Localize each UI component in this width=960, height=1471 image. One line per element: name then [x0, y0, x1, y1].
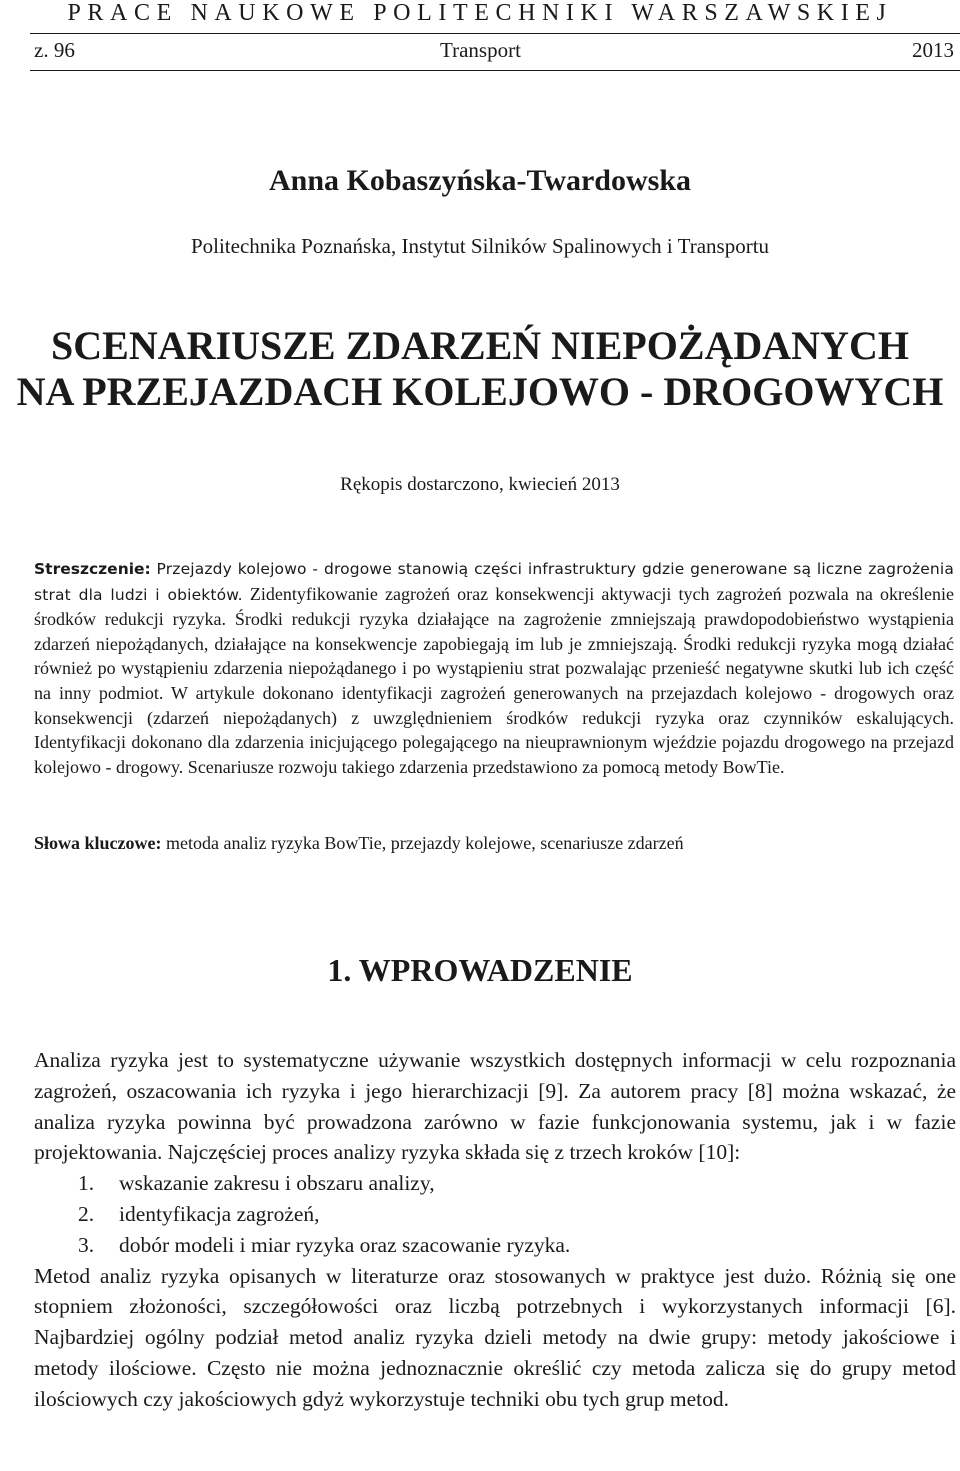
author-name: Anna Kobaszyńska-Twardowska: [268, 164, 692, 197]
paper-title-line-2: NA PRZEJAZDACH KOLEJOWO - DROGOWYCH: [16, 369, 944, 414]
series-name: Transport: [440, 38, 521, 62]
paragraph-1: Analiza ryzyka jest to systematyczne używanie wszystkich dostępnych informacji w celu rozpoznania zagrożeń, oszacowania ich ryzyka i jego hierarchizacji [9]. Za autorem pracy [8] można wskazać, że analiza ryzyka powinna być prowadzona zarówno w fazie funkcjonowania systemu, jak i w fazie projektowania. Najczęściej proces analizy ryzyka składa się z trzech kroków [10]:: [34, 1048, 956, 1165]
list-item: 1. wskazanie zakresu i obszaru analizy,: [78, 1171, 435, 1196]
abstract-text-lead: Przejazdy kolejowo - drogowe stanowią części infrastruktury gdzie generowane są liczne zagrożenia strat dla ludzi i obiektów.: [34, 560, 954, 604]
paragraph-2: Metod analiz ryzyka opisanych w literaturze oraz stosowanych w praktyce jest dużo. Różnią się one stopniem złożoności, szczegółowości oraz liczbą potrzebnych i wykorzystanych informacji [6]. Najbardziej ogólny podział metod analiz ryzyka dzieli metody na dwie grupy: metody jakościowe i metody ilościowe. Często nie można jednoznacznie określić czy metoda zalicza się do grupy metod ilościowych czy jakościowych gdyż wykorzystuje techniki obu tych grup metod.: [34, 1263, 956, 1411]
abstract-label: Streszczenie:: [34, 560, 151, 578]
affiliation: Politechnika Poznańska, Instytut Silników Spalinowych i Transportu: [190, 234, 770, 258]
header-meta: [34, 38, 960, 66]
section-heading: 1. WPROWADZENIE: [327, 952, 633, 988]
issue-number: z. 96: [34, 38, 75, 62]
keywords: [34, 831, 954, 855]
journal-name: PRACE NAUKOWE POLITECHNIKI WARSZAWSKIEJ: [67, 0, 893, 26]
received-date: Rękopis dostarczono, kwiecień 2013: [340, 474, 620, 495]
year: 2013: [912, 38, 954, 62]
header-rule-top: [30, 33, 960, 34]
keywords-text: metoda analiz ryzyka BowTie, przejazdy kolejowe, scenariusze zdarzeń: [161, 833, 684, 853]
section-body: [34, 1045, 956, 1415]
steps-list: [34, 1168, 956, 1260]
header-rule-bottom: [30, 70, 960, 71]
list-item: 2. identyfikacja zagrożeń,: [78, 1201, 320, 1226]
list-item: 3. dobór modeli i miar ryzyka oraz szacowanie ryzyka.: [78, 1232, 571, 1257]
abstract-text: Zidentyfikowanie zagrożeń oraz konsekwencji aktywacji tych zagrożeń pozwala na określenie środków redukcji ryzyka. Środki redukcji ryzyka działające na zagrożenie zmniejszają prawdopodobieństwo wystąpienia zdarzeń niepożądanych, działające na konsekwencje zapobiegają im lub je zmniejszają. Środki redukcji ryzyka mogą działać również po wystąpieniu zdarzenia niepożądanego i po wystąpieniu strat pozwalając przenieść negatywne skutki lub ich część na inny podmiot. W artykule dokonano identyfikacji zagrożeń generowanych na przejazdach kolejowo - drogowych oraz konsekwencji (zdarzeń niepożądanych) z uwzględnieniem środków redukcji ryzyka oraz czynników eskalujących. Identyfikacji dokonano dla zdarzenia inicjującego polegającego na nieuprawnionym wjeździe pojazdu drogowego na przejazd kolejowo - drogowy. Scenariusze rozwoju takiego zdarzenia przedstawiono za pomocą metody BowTie.: [34, 583, 954, 777]
keywords-label: Słowa kluczowe:: [34, 833, 162, 853]
paper-title-line-1: SCENARIUSZE ZDARZEŃ NIEPOŻĄDANYCH: [51, 323, 909, 368]
abstract: [34, 556, 954, 779]
